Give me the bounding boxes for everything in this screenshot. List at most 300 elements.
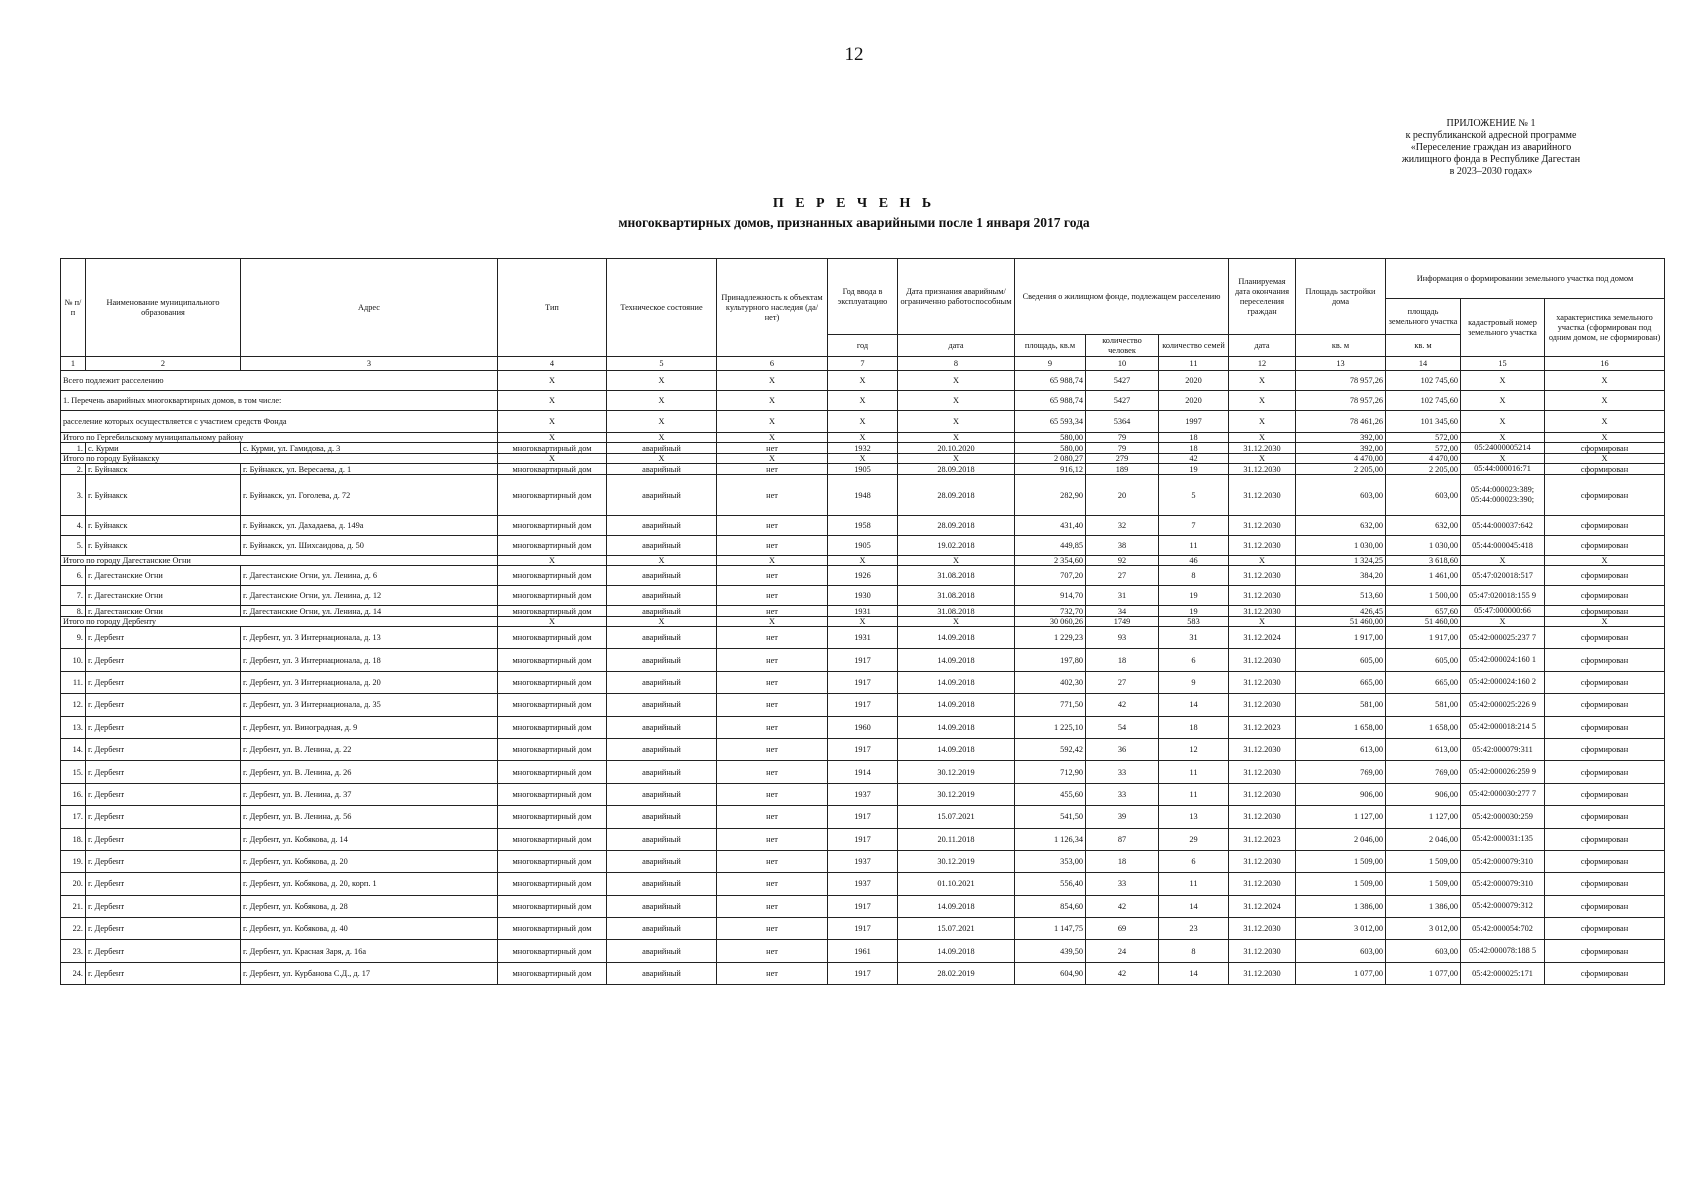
group-total-label: Итого по Гергебильскому муниципальному району bbox=[61, 433, 498, 443]
row-land-area: 603,00 bbox=[1386, 475, 1461, 516]
row-heritage: нет bbox=[717, 464, 828, 475]
row-planned-date: 31.12.2030 bbox=[1229, 761, 1296, 783]
row-address: г. Буйнакск, ул. Дахадаева, д. 149а bbox=[241, 516, 498, 536]
group-x-cell: X bbox=[1461, 556, 1545, 566]
row-emergency-date: 19.02.2018 bbox=[898, 536, 1015, 556]
row-emergency-date: 30.12.2019 bbox=[898, 783, 1015, 805]
row-built-area: 1 077,00 bbox=[1296, 962, 1386, 984]
row-land-area: 906,00 bbox=[1386, 783, 1461, 805]
group-x-cell: X bbox=[607, 617, 717, 627]
row-cadastral-number: 05:44:000016:71 bbox=[1461, 464, 1545, 475]
row-cadastral-number: 05:42:000054:702 bbox=[1461, 918, 1545, 940]
summary-land-area: 102 745,60 bbox=[1386, 371, 1461, 391]
row-heritage: нет bbox=[717, 566, 828, 586]
row-families: 18 bbox=[1159, 443, 1229, 454]
group-total-people: 279 bbox=[1086, 454, 1159, 464]
summary-land-area: 102 745,60 bbox=[1386, 391, 1461, 411]
row-emergency-date: 28.09.2018 bbox=[898, 516, 1015, 536]
row-land-characteristic: сформирован bbox=[1545, 649, 1665, 671]
table-row bbox=[61, 694, 1665, 716]
group-x-cell: X bbox=[607, 454, 717, 464]
summary-families: 2020 bbox=[1159, 391, 1229, 411]
row-address: г. Дербент, ул. В. Ленина, д. 37 bbox=[241, 783, 498, 805]
row-number: 4. bbox=[61, 516, 86, 536]
row-land-area: 1 509,00 bbox=[1386, 850, 1461, 872]
row-area: 455,60 bbox=[1015, 783, 1086, 805]
row-municipality: г. Дербент bbox=[86, 783, 241, 805]
row-heritage: нет bbox=[717, 516, 828, 536]
row-address: г. Дербент, ул. Курбанова С.Д., д. 17 bbox=[241, 962, 498, 984]
table-row bbox=[61, 895, 1665, 917]
table-row bbox=[61, 850, 1665, 872]
group-x-cell: X bbox=[1229, 433, 1296, 443]
table-row bbox=[61, 761, 1665, 783]
row-cadastral-number: 05:42:000024:160 2 bbox=[1461, 671, 1545, 693]
row-heritage: нет bbox=[717, 694, 828, 716]
row-address: г. Дербент, ул. Виноградная, д. 9 bbox=[241, 716, 498, 738]
row-type: многоквартирный дом bbox=[498, 895, 607, 917]
row-emergency-date: 14.09.2018 bbox=[898, 627, 1015, 649]
group-x-cell: X bbox=[898, 617, 1015, 627]
row-cadastral-number: 05:42:000018:214 5 bbox=[1461, 716, 1545, 738]
group-x-cell: X bbox=[1545, 433, 1665, 443]
row-type: многоквартирный дом bbox=[498, 671, 607, 693]
row-municipality: г. Дербент bbox=[86, 671, 241, 693]
row-land-area: 1 509,00 bbox=[1386, 873, 1461, 895]
group-total-label: Итого по городу Дагестанские Огни bbox=[61, 556, 498, 566]
summary-x-cell: X bbox=[828, 411, 898, 433]
header-sub-sqm: кв. м bbox=[1296, 335, 1386, 357]
row-condition: аварийный bbox=[607, 738, 717, 760]
row-area: 712,90 bbox=[1015, 761, 1086, 783]
col-number: 2 bbox=[86, 357, 241, 371]
row-type: многоквартирный дом bbox=[498, 806, 607, 828]
row-cadastral-number: 05:47:020018:155 9 bbox=[1461, 586, 1545, 606]
group-total-built: 4 470,00 bbox=[1296, 454, 1386, 464]
row-built-area: 1 509,00 bbox=[1296, 873, 1386, 895]
row-type: многоквартирный дом bbox=[498, 761, 607, 783]
header-type: Тип bbox=[498, 259, 607, 357]
row-heritage: нет bbox=[717, 716, 828, 738]
row-cadastral-number: 05:44:000023:389; 05:44:000023:390; bbox=[1461, 475, 1545, 516]
group-total-land: 3 618,60 bbox=[1386, 556, 1461, 566]
group-x-cell: X bbox=[1545, 556, 1665, 566]
summary-x-cell: X bbox=[607, 411, 717, 433]
document-title: П Е Р Е Ч Е Н Ь bbox=[772, 196, 936, 211]
col-number: 3 bbox=[241, 357, 498, 371]
summary-built-area: 78 957,26 bbox=[1296, 391, 1386, 411]
row-land-area: 2 205,00 bbox=[1386, 464, 1461, 475]
row-municipality: г. Дербент bbox=[86, 940, 241, 962]
summary-x-cell: X bbox=[1461, 371, 1545, 391]
row-emergency-date: 15.07.2021 bbox=[898, 918, 1015, 940]
group-total-people: 92 bbox=[1086, 556, 1159, 566]
summary-area: 65 988,74 bbox=[1015, 391, 1086, 411]
col-number: 14 bbox=[1386, 357, 1461, 371]
row-planned-date: 31.12.2030 bbox=[1229, 738, 1296, 760]
header-sub-area: площадь, кв.м bbox=[1015, 335, 1086, 357]
row-heritage: нет bbox=[717, 962, 828, 984]
row-area: 556,40 bbox=[1015, 873, 1086, 895]
row-address: с. Курми, ул. Гамидова, д. 3 bbox=[241, 443, 498, 454]
table-row bbox=[61, 918, 1665, 940]
row-area: 353,00 bbox=[1015, 850, 1086, 872]
header-fund-info: Сведения о жилищном фонде, подлежащем расселению bbox=[1015, 259, 1229, 335]
table-row bbox=[61, 738, 1665, 760]
row-area: 1 147,75 bbox=[1015, 918, 1086, 940]
table-row bbox=[61, 649, 1665, 671]
summary-row bbox=[61, 411, 1665, 433]
row-built-area: 632,00 bbox=[1296, 516, 1386, 536]
row-condition: аварийный bbox=[607, 649, 717, 671]
group-total-row bbox=[61, 454, 1665, 464]
row-condition: аварийный bbox=[607, 566, 717, 586]
row-people: 27 bbox=[1086, 566, 1159, 586]
row-municipality: г. Буйнакск bbox=[86, 516, 241, 536]
row-address: г. Буйнакск, ул. Вересаева, д. 1 bbox=[241, 464, 498, 475]
row-land-area: 665,00 bbox=[1386, 671, 1461, 693]
row-year: 1917 bbox=[828, 806, 898, 828]
group-x-cell: X bbox=[1229, 454, 1296, 464]
row-land-area: 2 046,00 bbox=[1386, 828, 1461, 850]
group-x-cell: X bbox=[828, 433, 898, 443]
header-sub-date: дата bbox=[898, 335, 1015, 357]
table-row bbox=[61, 806, 1665, 828]
header-planned-date: Планируемая дата окончания переселения граждан bbox=[1229, 259, 1296, 335]
header-sub-year: год bbox=[828, 335, 898, 357]
row-heritage: нет bbox=[717, 671, 828, 693]
row-address: г. Дербент, ул. 3 Интернационала, д. 35 bbox=[241, 694, 498, 716]
row-planned-date: 31.12.2023 bbox=[1229, 828, 1296, 850]
group-x-cell: X bbox=[717, 556, 828, 566]
row-people: 42 bbox=[1086, 962, 1159, 984]
row-condition: аварийный bbox=[607, 516, 717, 536]
col-number: 7 bbox=[828, 357, 898, 371]
row-emergency-date: 14.09.2018 bbox=[898, 671, 1015, 693]
row-cadastral-number: 05:42:000025:226 9 bbox=[1461, 694, 1545, 716]
row-type: многоквартирный дом bbox=[498, 738, 607, 760]
row-built-area: 392,00 bbox=[1296, 443, 1386, 454]
row-people: 18 bbox=[1086, 850, 1159, 872]
row-condition: аварийный bbox=[607, 627, 717, 649]
row-land-area: 603,00 bbox=[1386, 940, 1461, 962]
col-number: 11 bbox=[1159, 357, 1229, 371]
row-built-area: 513,60 bbox=[1296, 586, 1386, 606]
row-type: многоквартирный дом bbox=[498, 586, 607, 606]
document-subtitle: многоквартирных домов, признанных аварийными после 1 января 2017 года bbox=[618, 215, 1090, 230]
row-people: 54 bbox=[1086, 716, 1159, 738]
group-x-cell: X bbox=[717, 433, 828, 443]
row-municipality: г. Буйнакск bbox=[86, 464, 241, 475]
row-families: 29 bbox=[1159, 828, 1229, 850]
row-cadastral-number: 05:42:000079:310 bbox=[1461, 850, 1545, 872]
row-land-characteristic: сформирован bbox=[1545, 443, 1665, 454]
col-number: 12 bbox=[1229, 357, 1296, 371]
row-emergency-date: 31.08.2018 bbox=[898, 566, 1015, 586]
header-emergency-date: Дата признания аварийным/ограниченно работоспособным bbox=[898, 259, 1015, 335]
col-number: 10 bbox=[1086, 357, 1159, 371]
summary-x-cell: X bbox=[1229, 411, 1296, 433]
row-land-area: 1 500,00 bbox=[1386, 586, 1461, 606]
row-number: 17. bbox=[61, 806, 86, 828]
summary-x-cell: X bbox=[498, 411, 607, 433]
row-year: 1948 bbox=[828, 475, 898, 516]
row-type: многоквартирный дом bbox=[498, 443, 607, 454]
row-cadastral-number: 05:42:000025:237 7 bbox=[1461, 627, 1545, 649]
row-type: многоквартирный дом bbox=[498, 694, 607, 716]
table-row bbox=[61, 962, 1665, 984]
row-emergency-date: 28.02.2019 bbox=[898, 962, 1015, 984]
row-municipality: с. Курми bbox=[86, 443, 241, 454]
row-families: 8 bbox=[1159, 940, 1229, 962]
group-total-label: Итого по городу Буйнакску bbox=[61, 454, 498, 464]
row-people: 34 bbox=[1086, 606, 1159, 617]
row-emergency-date: 14.09.2018 bbox=[898, 895, 1015, 917]
row-area: 707,20 bbox=[1015, 566, 1086, 586]
header-sub-date2: дата bbox=[1229, 335, 1296, 357]
group-x-cell: X bbox=[498, 433, 607, 443]
row-municipality: г. Дербент bbox=[86, 850, 241, 872]
row-year: 1914 bbox=[828, 761, 898, 783]
row-families: 11 bbox=[1159, 761, 1229, 783]
row-emergency-date: 31.08.2018 bbox=[898, 586, 1015, 606]
group-total-people: 79 bbox=[1086, 433, 1159, 443]
summary-built-area: 78 461,26 bbox=[1296, 411, 1386, 433]
group-total-built: 392,00 bbox=[1296, 433, 1386, 443]
row-families: 19 bbox=[1159, 606, 1229, 617]
table-row bbox=[61, 475, 1665, 516]
row-cadastral-number: 05:42:000079:311 bbox=[1461, 738, 1545, 760]
header-built-area: Площадь застройки дома bbox=[1296, 259, 1386, 335]
row-planned-date: 31.12.2024 bbox=[1229, 895, 1296, 917]
row-year: 1937 bbox=[828, 873, 898, 895]
row-year: 1930 bbox=[828, 586, 898, 606]
row-number: 5. bbox=[61, 536, 86, 556]
row-type: многоквартирный дом bbox=[498, 873, 607, 895]
summary-people: 5427 bbox=[1086, 391, 1159, 411]
row-address: г. Дербент, ул. Красная Заря, д. 16а bbox=[241, 940, 498, 962]
row-area: 732,70 bbox=[1015, 606, 1086, 617]
group-total-row bbox=[61, 617, 1665, 627]
row-type: многоквартирный дом bbox=[498, 475, 607, 516]
group-x-cell: X bbox=[717, 617, 828, 627]
row-number: 15. bbox=[61, 761, 86, 783]
row-area: 197,80 bbox=[1015, 649, 1086, 671]
group-x-cell: X bbox=[1461, 433, 1545, 443]
row-address: г. Дербент, ул. В. Ленина, д. 26 bbox=[241, 761, 498, 783]
group-total-families: 42 bbox=[1159, 454, 1229, 464]
row-families: 19 bbox=[1159, 464, 1229, 475]
row-number: 19. bbox=[61, 850, 86, 872]
row-municipality: г. Дербент bbox=[86, 738, 241, 760]
row-year: 1917 bbox=[828, 671, 898, 693]
group-x-cell: X bbox=[607, 556, 717, 566]
col-number: 8 bbox=[898, 357, 1015, 371]
row-people: 33 bbox=[1086, 761, 1159, 783]
row-area: 402,30 bbox=[1015, 671, 1086, 693]
row-land-characteristic: сформирован bbox=[1545, 464, 1665, 475]
row-number: 12. bbox=[61, 694, 86, 716]
row-land-area: 605,00 bbox=[1386, 649, 1461, 671]
row-number: 20. bbox=[61, 873, 86, 895]
row-built-area: 1 386,00 bbox=[1296, 895, 1386, 917]
row-condition: аварийный bbox=[607, 671, 717, 693]
group-x-cell: X bbox=[498, 454, 607, 464]
row-land-characteristic: сформирован bbox=[1545, 940, 1665, 962]
row-people: 42 bbox=[1086, 895, 1159, 917]
table-row bbox=[61, 516, 1665, 536]
group-total-area: 580,00 bbox=[1015, 433, 1086, 443]
row-emergency-date: 30.12.2019 bbox=[898, 761, 1015, 783]
row-heritage: нет bbox=[717, 850, 828, 872]
row-condition: аварийный bbox=[607, 475, 717, 516]
row-municipality: г. Буйнакск bbox=[86, 475, 241, 516]
row-land-characteristic: сформирован bbox=[1545, 761, 1665, 783]
row-cadastral-number: 05:42:000026:259 9 bbox=[1461, 761, 1545, 783]
summary-people: 5427 bbox=[1086, 371, 1159, 391]
row-planned-date: 31.12.2030 bbox=[1229, 586, 1296, 606]
row-type: многоквартирный дом bbox=[498, 940, 607, 962]
row-number: 9. bbox=[61, 627, 86, 649]
row-built-area: 665,00 bbox=[1296, 671, 1386, 693]
row-heritage: нет bbox=[717, 586, 828, 606]
row-land-characteristic: сформирован bbox=[1545, 895, 1665, 917]
row-year: 1958 bbox=[828, 516, 898, 536]
row-municipality: г. Дербент bbox=[86, 716, 241, 738]
row-condition: аварийный bbox=[607, 586, 717, 606]
row-families: 5 bbox=[1159, 475, 1229, 516]
row-families: 12 bbox=[1159, 738, 1229, 760]
row-type: многоквартирный дом bbox=[498, 828, 607, 850]
row-year: 1931 bbox=[828, 606, 898, 617]
row-emergency-date: 20.11.2018 bbox=[898, 828, 1015, 850]
row-type: многоквартирный дом bbox=[498, 566, 607, 586]
summary-x-cell: X bbox=[1545, 391, 1665, 411]
row-land-area: 1 077,00 bbox=[1386, 962, 1461, 984]
row-built-area: 605,00 bbox=[1296, 649, 1386, 671]
row-land-characteristic: сформирован bbox=[1545, 962, 1665, 984]
row-built-area: 1 030,00 bbox=[1296, 536, 1386, 556]
row-municipality: г. Дербент bbox=[86, 694, 241, 716]
row-people: 69 bbox=[1086, 918, 1159, 940]
row-condition: аварийный bbox=[607, 694, 717, 716]
row-number: 14. bbox=[61, 738, 86, 760]
row-municipality: г. Дербент bbox=[86, 649, 241, 671]
row-municipality: г. Дербент bbox=[86, 895, 241, 917]
row-land-area: 1 658,00 bbox=[1386, 716, 1461, 738]
group-total-area: 2 354,60 bbox=[1015, 556, 1086, 566]
row-condition: аварийный bbox=[607, 895, 717, 917]
row-emergency-date: 30.12.2019 bbox=[898, 850, 1015, 872]
table-row bbox=[61, 783, 1665, 805]
row-land-area: 1 461,00 bbox=[1386, 566, 1461, 586]
row-year: 1917 bbox=[828, 738, 898, 760]
row-year: 1917 bbox=[828, 962, 898, 984]
row-municipality: г. Дагестанские Огни bbox=[86, 606, 241, 617]
row-built-area: 1 127,00 bbox=[1296, 806, 1386, 828]
row-type: многоквартирный дом bbox=[498, 850, 607, 872]
table-row bbox=[61, 464, 1665, 475]
row-address: г. Дербент, ул. Кобякова, д. 20, корп. 1 bbox=[241, 873, 498, 895]
header-sub-people: количество человек bbox=[1086, 335, 1159, 357]
row-land-characteristic: сформирован bbox=[1545, 606, 1665, 617]
table-row bbox=[61, 536, 1665, 556]
row-people: 36 bbox=[1086, 738, 1159, 760]
row-land-characteristic: сформирован bbox=[1545, 850, 1665, 872]
header-sub-families: количество семей bbox=[1159, 335, 1229, 357]
row-people: 189 bbox=[1086, 464, 1159, 475]
row-planned-date: 31.12.2030 bbox=[1229, 464, 1296, 475]
group-x-cell: X bbox=[898, 433, 1015, 443]
summary-row bbox=[61, 371, 1665, 391]
row-type: многоквартирный дом bbox=[498, 918, 607, 940]
row-area: 439,50 bbox=[1015, 940, 1086, 962]
row-area: 604,90 bbox=[1015, 962, 1086, 984]
row-families: 13 bbox=[1159, 806, 1229, 828]
row-municipality: г. Дербент bbox=[86, 806, 241, 828]
row-number: 23. bbox=[61, 940, 86, 962]
row-number: 2. bbox=[61, 464, 86, 475]
row-heritage: нет bbox=[717, 783, 828, 805]
row-emergency-date: 01.10.2021 bbox=[898, 873, 1015, 895]
row-heritage: нет bbox=[717, 806, 828, 828]
row-built-area: 2 205,00 bbox=[1296, 464, 1386, 475]
row-heritage: нет bbox=[717, 443, 828, 454]
row-planned-date: 31.12.2030 bbox=[1229, 516, 1296, 536]
header-address: Адрес bbox=[241, 259, 498, 357]
row-address: г. Дербент, ул. 3 Интернационала, д. 18 bbox=[241, 649, 498, 671]
row-year: 1905 bbox=[828, 536, 898, 556]
row-heritage: нет bbox=[717, 873, 828, 895]
summary-x-cell: X bbox=[498, 371, 607, 391]
row-land-characteristic: сформирован bbox=[1545, 783, 1665, 805]
row-number: 13. bbox=[61, 716, 86, 738]
row-land-characteristic: сформирован bbox=[1545, 475, 1665, 516]
row-emergency-date: 14.09.2018 bbox=[898, 940, 1015, 962]
row-heritage: нет bbox=[717, 649, 828, 671]
header-cadastral: кадастровый номер земельного участка bbox=[1461, 299, 1545, 357]
row-emergency-date: 31.08.2018 bbox=[898, 606, 1015, 617]
row-number: 8. bbox=[61, 606, 86, 617]
col-number: 9 bbox=[1015, 357, 1086, 371]
row-cadastral-number: 05:42:000079:310 bbox=[1461, 873, 1545, 895]
row-cadastral-number: 05:42:000024:160 1 bbox=[1461, 649, 1545, 671]
row-condition: аварийный bbox=[607, 962, 717, 984]
row-type: многоквартирный дом bbox=[498, 649, 607, 671]
col-number: 16 bbox=[1545, 357, 1665, 371]
table-row bbox=[61, 671, 1665, 693]
header-year-in: Год ввода в эксплуатацию bbox=[828, 259, 898, 335]
row-land-characteristic: сформирован bbox=[1545, 627, 1665, 649]
group-x-cell: X bbox=[1229, 617, 1296, 627]
row-planned-date: 31.12.2030 bbox=[1229, 783, 1296, 805]
summary-land-area: 101 345,60 bbox=[1386, 411, 1461, 433]
table-header bbox=[61, 259, 1665, 371]
row-address: г. Дербент, ул. 3 Интернационала, д. 20 bbox=[241, 671, 498, 693]
summary-x-cell: X bbox=[1461, 411, 1545, 433]
appendix-line: «Переселение граждан из аварийного bbox=[1410, 142, 1572, 153]
group-total-families: 46 bbox=[1159, 556, 1229, 566]
row-planned-date: 31.12.2030 bbox=[1229, 606, 1296, 617]
row-planned-date: 31.12.2030 bbox=[1229, 443, 1296, 454]
group-x-cell: X bbox=[898, 556, 1015, 566]
row-type: многоквартирный дом bbox=[498, 606, 607, 617]
row-built-area: 603,00 bbox=[1296, 940, 1386, 962]
row-heritage: нет bbox=[717, 627, 828, 649]
row-people: 33 bbox=[1086, 783, 1159, 805]
row-land-area: 1 386,00 bbox=[1386, 895, 1461, 917]
row-area: 449,85 bbox=[1015, 536, 1086, 556]
